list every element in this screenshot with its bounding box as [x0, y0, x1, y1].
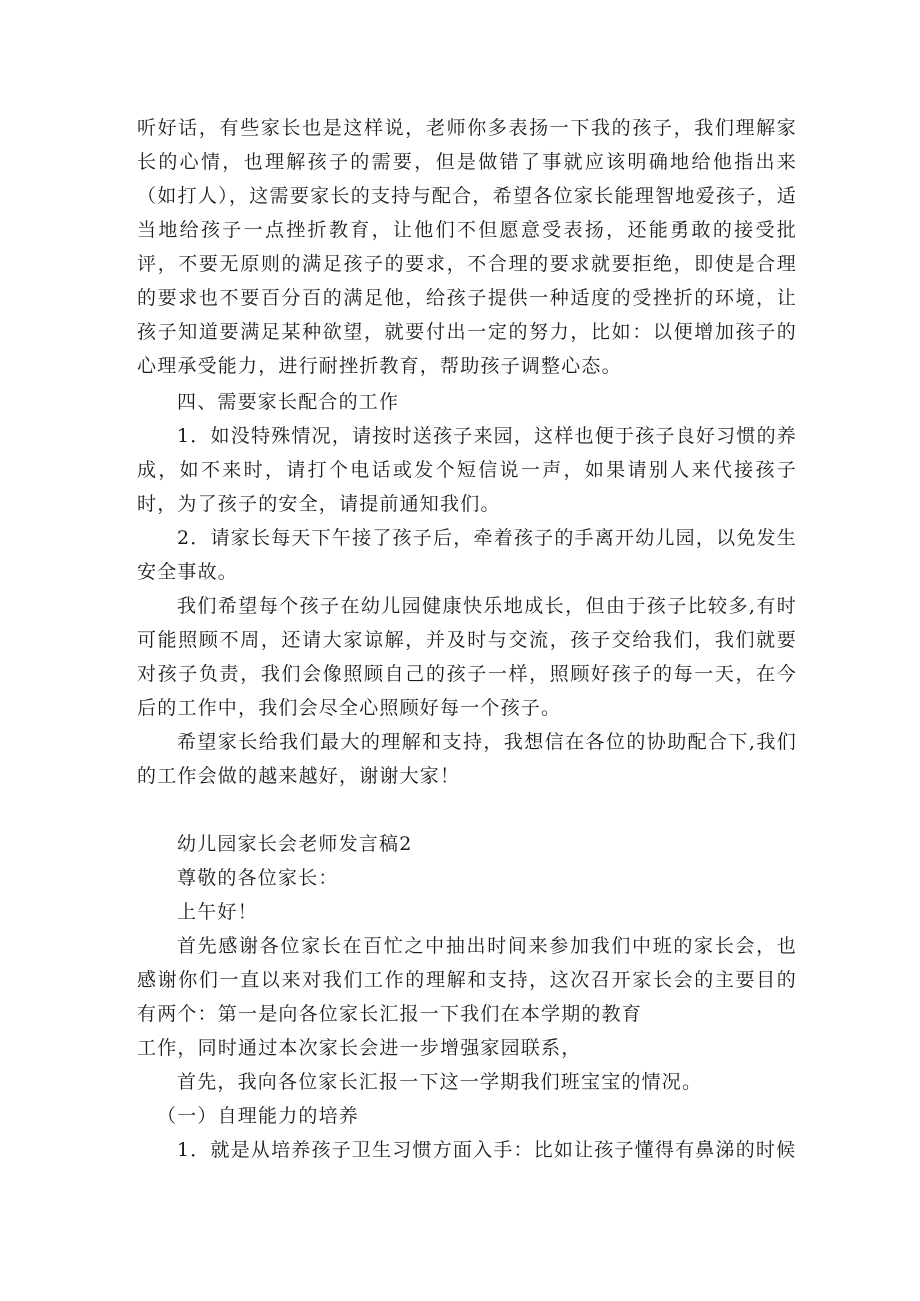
paragraph-opening-continued: 工作，同时通过本次家长会进一步增强家园联系，	[137, 1037, 582, 1059]
speech-title-2: 幼儿园家长会老师发言稿2	[177, 833, 413, 855]
paragraph-opening: 首先感谢各位家长在百忙之中抽出时间来参加我们中班的家长会，也感谢你们一直以来对我们工作的理解和支持，这次召开家长会的主要目的有两个：第一是向各位家长汇报一下我们在本学期的教育	[137, 935, 797, 1025]
section-heading-parent-cooperation: 四、需要家长配合的工作	[177, 391, 400, 413]
subheading-self-care: （一）自理能力的培养	[157, 1105, 360, 1127]
paragraph-frustration-education: 听好话，有些家长也是这样说，老师你多表扬一下我的孩子，我们理解家长的心情，也理解孩子的需要，但是做错了事就应该明确地给他指出来（如打人），这需要家长的支持与配合，希望各位家长能理智地爱孩子，适当地给孩子一点挫折教育，让他们不但愿意受表扬，还能勇敢的接受批评，不要无原则的满足孩子的要求，不合理的要求就要拒绝，即使是合理的要求也不要百分百的满足他，给孩子提供一种适度的受挫折的环境，让孩子知道要满足某种欲望，就要付出一定的努力，比如：以便增加孩子的心理承受能力，进行耐挫折教育，帮助孩子调整心态。	[137, 117, 797, 377]
list-item-1-hygiene: 1．就是从培养孩子卫生习惯方面入手：比如让孩子懂得有鼻涕的时候	[177, 1139, 797, 1161]
paragraph-hope-growth: 我们希望每个孩子在幼儿园健康快乐地成长，但由于孩子比较多,有时可能照顾不周，还请大家谅解，并及时与交流，孩子交给我们，我们就要对孩子负责，我们会像照顾自己的孩子一样，照顾好孩子的每一天，在今后的工作中，我们会尽全心照顾好每一个孩子。	[137, 595, 797, 719]
list-item-2-pickup-safety: 2．请家长每天下午接了孩子后，牵着孩子的手离开幼儿园，以免发生安全事故。	[137, 527, 797, 583]
paragraph-report-intro: 首先，我向各位家长汇报一下这一学期我们班宝宝的情况。	[177, 1071, 703, 1093]
salutation: 尊敬的各位家长：	[177, 867, 339, 889]
list-item-1-attendance: 1．如没特殊情况，请按时送孩子来园，这样也便于孩子良好习惯的养成，如不来时，请打个电话或发个短信说一声，如果请别人来代接孩子时，为了孩子的安全，请提前通知我们。	[137, 425, 797, 515]
paragraph-thanks: 希望家长给我们最大的理解和支持，我想信在各位的协助配合下,我们的工作会做的越来越好，谢谢大家！	[137, 731, 797, 787]
greeting: 上午好！	[177, 901, 258, 923]
